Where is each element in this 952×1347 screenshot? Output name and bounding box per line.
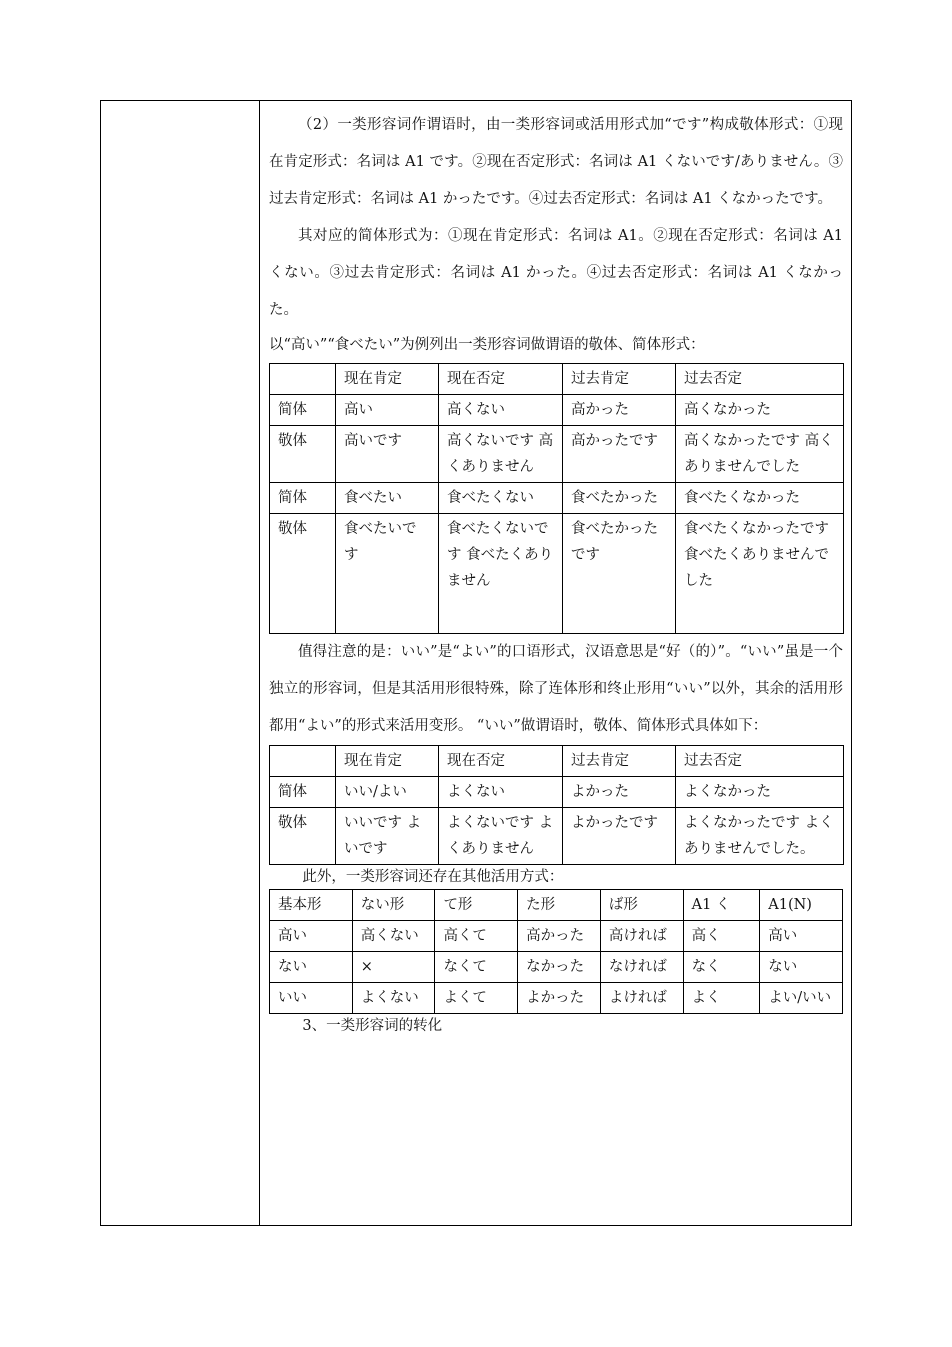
table-cell: よかった xyxy=(518,983,601,1014)
table-header-cell: 过去否定 xyxy=(676,364,844,395)
table-cell: いい/よい xyxy=(336,777,439,808)
table-cell: 敬体 xyxy=(270,808,336,865)
table-cell: 高かった xyxy=(518,921,601,952)
table-header-row xyxy=(270,364,844,395)
table-cell: ない xyxy=(760,952,843,983)
table-cell: 食べたかったです xyxy=(563,514,676,634)
table-cell: よい/いい xyxy=(760,983,843,1014)
table-cell: 高くない xyxy=(439,395,563,426)
table-cell: 食べたくないです 食べたくありません xyxy=(439,514,563,634)
table-cell: よければ xyxy=(600,983,683,1014)
paragraph-plain-forms: 其对应的简体形式为：①现在肯定形式：名词は A1。②现在否定形式：名词は A1 くない。③过去肯定形式：名词は A1 かった。④过去否定形式：名词は A1 くなかった。 xyxy=(269,228,843,318)
table-row xyxy=(270,983,843,1014)
table-header-row xyxy=(270,746,844,777)
table-row xyxy=(270,808,844,865)
table-cell: × xyxy=(352,952,435,983)
table-row xyxy=(270,483,844,514)
table-cell: 高くないです 高くありません xyxy=(439,426,563,483)
table-header-cell: 现在否定 xyxy=(439,746,563,777)
table-cell: 敬体 xyxy=(270,514,336,634)
table-cell: 敬体 xyxy=(270,426,336,483)
table-header-row xyxy=(270,890,843,921)
table-header-cell: 现在否定 xyxy=(439,364,563,395)
table-cell: 食べたい xyxy=(336,483,439,514)
table-cell: 高かった xyxy=(563,395,676,426)
table-cell: 食べたくない xyxy=(439,483,563,514)
table-cell: よかったです xyxy=(563,808,676,865)
table-header-cell: A1 く xyxy=(683,890,760,921)
table-cell: よかった xyxy=(563,777,676,808)
table-header-cell: ば形 xyxy=(600,890,683,921)
table-cell: よくて xyxy=(435,983,518,1014)
table-header-cell: 过去否定 xyxy=(676,746,844,777)
table-cell: 高いです xyxy=(336,426,439,483)
table-cell: 高い xyxy=(760,921,843,952)
table-cell: 简体 xyxy=(270,777,336,808)
table-cell: なくて xyxy=(435,952,518,983)
table-cell: なく xyxy=(683,952,760,983)
table-cell: 简体 xyxy=(270,483,336,514)
table-row xyxy=(270,952,843,983)
table-cell: 高ければ xyxy=(600,921,683,952)
paragraph-polite-forms: （2）一类形容词作谓语时，由一类形容词或活用形式加“です”构成敬体形式：①现在肯定形式：名词は A1 です。②现在否定形式：名词は A1 くないです/ありません。③过去肯定形式：名词は A1 かったです。④过去否定形式：名词は A1 くなかったです。 xyxy=(269,117,843,207)
other-forms-title: 此外，一类形容词还存在其他活用方式： xyxy=(302,869,564,885)
table-row xyxy=(270,426,844,483)
table-row xyxy=(270,921,843,952)
content-column xyxy=(269,107,843,1038)
table-cell: ない xyxy=(270,952,353,983)
table-cell: 高く xyxy=(683,921,760,952)
table-row xyxy=(270,395,844,426)
table-cell: 高くなかった xyxy=(676,395,844,426)
table-header-cell: 基本形 xyxy=(270,890,353,921)
left-column xyxy=(101,101,260,1225)
table-cell: 食べたくなかったです 食べたくありませんでした xyxy=(676,514,844,634)
section-heading-conversion: 3、一类形容词的转化 xyxy=(302,1018,443,1034)
table-header-cell: ない形 xyxy=(352,890,435,921)
table-header-cell xyxy=(270,364,336,395)
table-cell: 高かったです xyxy=(563,426,676,483)
table-cell: いいです よいです xyxy=(336,808,439,865)
paragraph-ii-note: 值得注意的是：いい”是“よい”的口语形式，汉语意思是“好（的）”。“いい”虽是一个独立的形容词，但是其活用形很特殊，除了连体形和终止形用“いい”以外，其余的活用形都用“よい”的形式来活用变形。 “いい”做谓语时，敬体、简体形式具体如下： xyxy=(269,644,843,734)
table-cell: 高い xyxy=(270,921,353,952)
table-header-cell: 过去肯定 xyxy=(563,746,676,777)
table-header-cell: A1(N) xyxy=(760,890,843,921)
table-cell: いい xyxy=(270,983,353,1014)
table-row xyxy=(270,514,844,634)
table-cell: 高くない xyxy=(352,921,435,952)
table-cell: 食べたくなかった xyxy=(676,483,844,514)
table-cell: 食べたかった xyxy=(563,483,676,514)
table-cell: なかった xyxy=(518,952,601,983)
table-cell: よくない xyxy=(439,777,563,808)
table-cell: 简体 xyxy=(270,395,336,426)
table-header-cell: て形 xyxy=(435,890,518,921)
table-header-cell: 现在肯定 xyxy=(336,364,439,395)
table-cell: よく xyxy=(683,983,760,1014)
table-cell: 食べたいです xyxy=(336,514,439,634)
table-cell: よくないです よくありません xyxy=(439,808,563,865)
document-table-frame xyxy=(100,100,852,1226)
table-cell: よくなかった xyxy=(676,777,844,808)
predicate-forms-table xyxy=(269,363,844,634)
table-header-cell: 过去肯定 xyxy=(563,364,676,395)
table-header-cell: た形 xyxy=(518,890,601,921)
table-cell: 高くて xyxy=(435,921,518,952)
table-cell: 高い xyxy=(336,395,439,426)
table-cell: よくない xyxy=(352,983,435,1014)
conjugation-table xyxy=(269,889,843,1014)
example-title: 以“高い”“食べたい”为例列出一类形容词做谓语的敬体、简体形式： xyxy=(269,337,705,353)
table-cell: なければ xyxy=(600,952,683,983)
table-header-cell xyxy=(270,746,336,777)
ii-forms-table xyxy=(269,745,844,865)
table-cell: 高くなかったです 高くありませんでした xyxy=(676,426,844,483)
table-header-cell: 现在肯定 xyxy=(336,746,439,777)
table-cell: よくなかったです よくありませんでした。 xyxy=(676,808,844,865)
table-row xyxy=(270,777,844,808)
